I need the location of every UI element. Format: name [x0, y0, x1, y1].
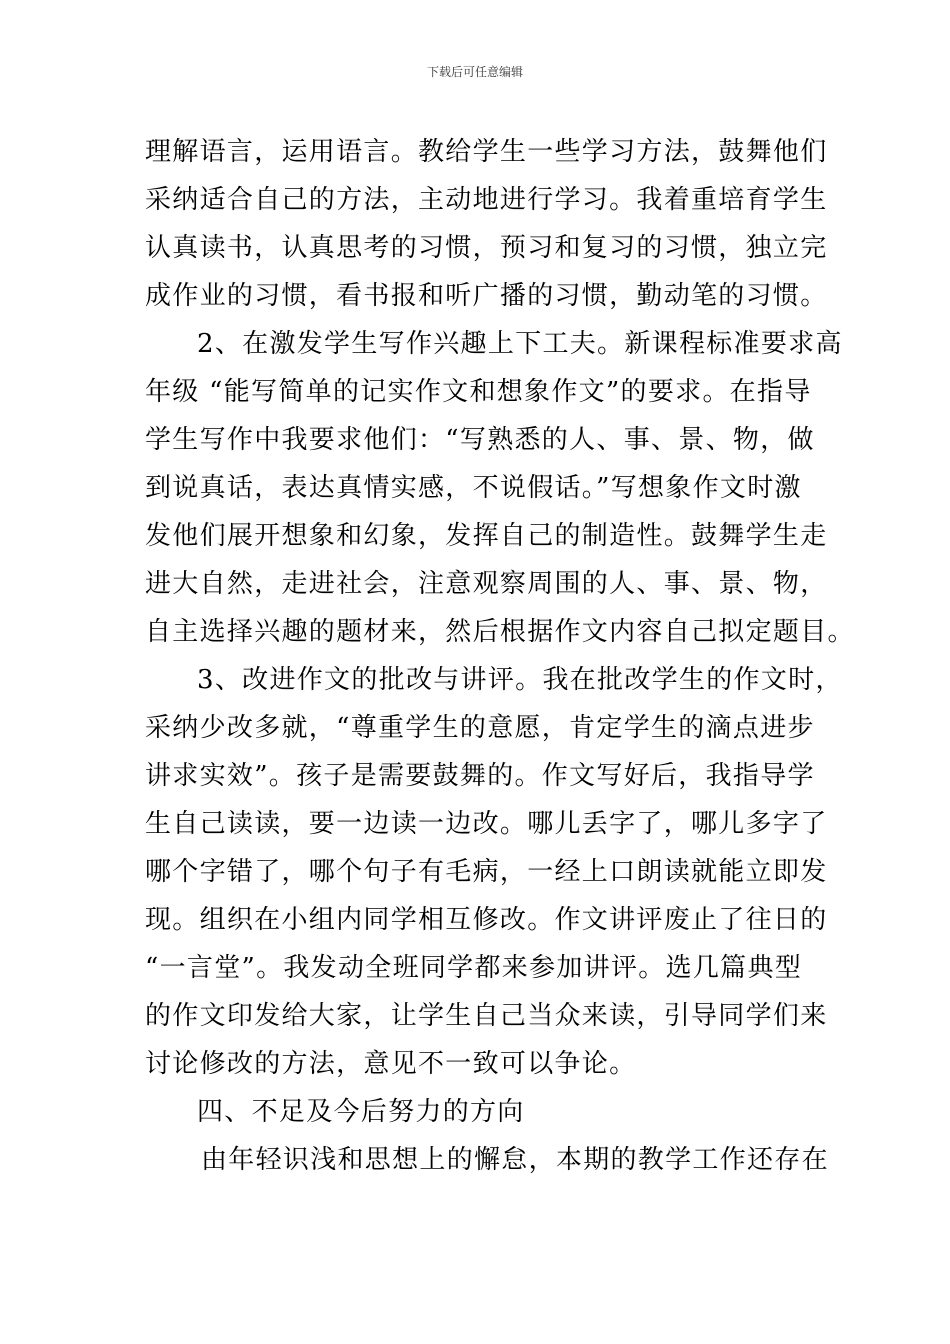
body-line: 学生写作中我要求他们：“写熟悉的人、事、景、物，做 [145, 425, 815, 455]
body-line: 采纳适合自己的方法，主动地进行学习。我着重培育学生 [145, 185, 828, 215]
body-line: 讲求实效”。孩子是需要鼓舞的。作文写好后，我指导学 [145, 761, 815, 791]
body-line: 采纳少改多就，“尊重学生的意愿，肯定学生的滴点进步 [145, 713, 815, 743]
body-line: 认真读书，认真思考的习惯，预习和复习的习惯，独立完 [145, 233, 828, 263]
section-heading: 四、不足及今后努力的方向 [197, 1097, 525, 1127]
paragraph-3-start: 3、改进作文的批改与讲评。我在批改学生的作文时， [197, 665, 843, 695]
body-line: 年级 “能写简单的记实作文和想象作文”的要求。在指导 [145, 377, 812, 407]
body-line: 到说真话，表达真情实感，不说假话。”写想象作文时激 [145, 473, 802, 503]
body-line: 成作业的习惯，看书报和听广播的习惯，勤动笔的习惯。 [145, 281, 828, 311]
body-line: 自主选择兴趣的题材来，然后根据作文内容自己拟定题目。 [145, 617, 855, 647]
body-line: 发他们展开想象和幻象，发挥自己的制造性。鼓舞学生走 [145, 521, 828, 551]
body-line: 的作文印发给大家，让学生自己当众来读，引导同学们来 [145, 1001, 828, 1031]
page-header: 下载后可任意编辑 [426, 65, 523, 79]
body-line: 生自己读读，要一边读一边改。哪儿丢字了，哪儿多字了 [145, 809, 828, 839]
body-line: 进大自然，走进社会，注意观察周围的人、事、景、物， [145, 569, 828, 599]
body-line: “一言堂”。我发动全班同学都来参加讲评。选几篇典型 [145, 953, 803, 983]
body-line: 讨论修改的方法，意见不一致可以争论。 [145, 1049, 637, 1079]
body-line: 哪个字错了，哪个句子有毛病，一经上口朗读就能立即发 [145, 857, 828, 887]
paragraph-2-start: 2、在激发学生写作兴趣上下工夫。新课程标准要求高 [197, 329, 843, 359]
body-line: 理解语言，运用语言。教给学生一些学习方法，鼓舞他们 [145, 137, 828, 167]
paragraph-4-start: 由年轻识浅和思想上的懈怠，本期的教学工作还存在 [201, 1145, 829, 1175]
body-text [145, 128, 855, 1184]
body-line: 现。组织在小组内同学相互修改。作文讲评废止了往日的 [145, 905, 828, 935]
